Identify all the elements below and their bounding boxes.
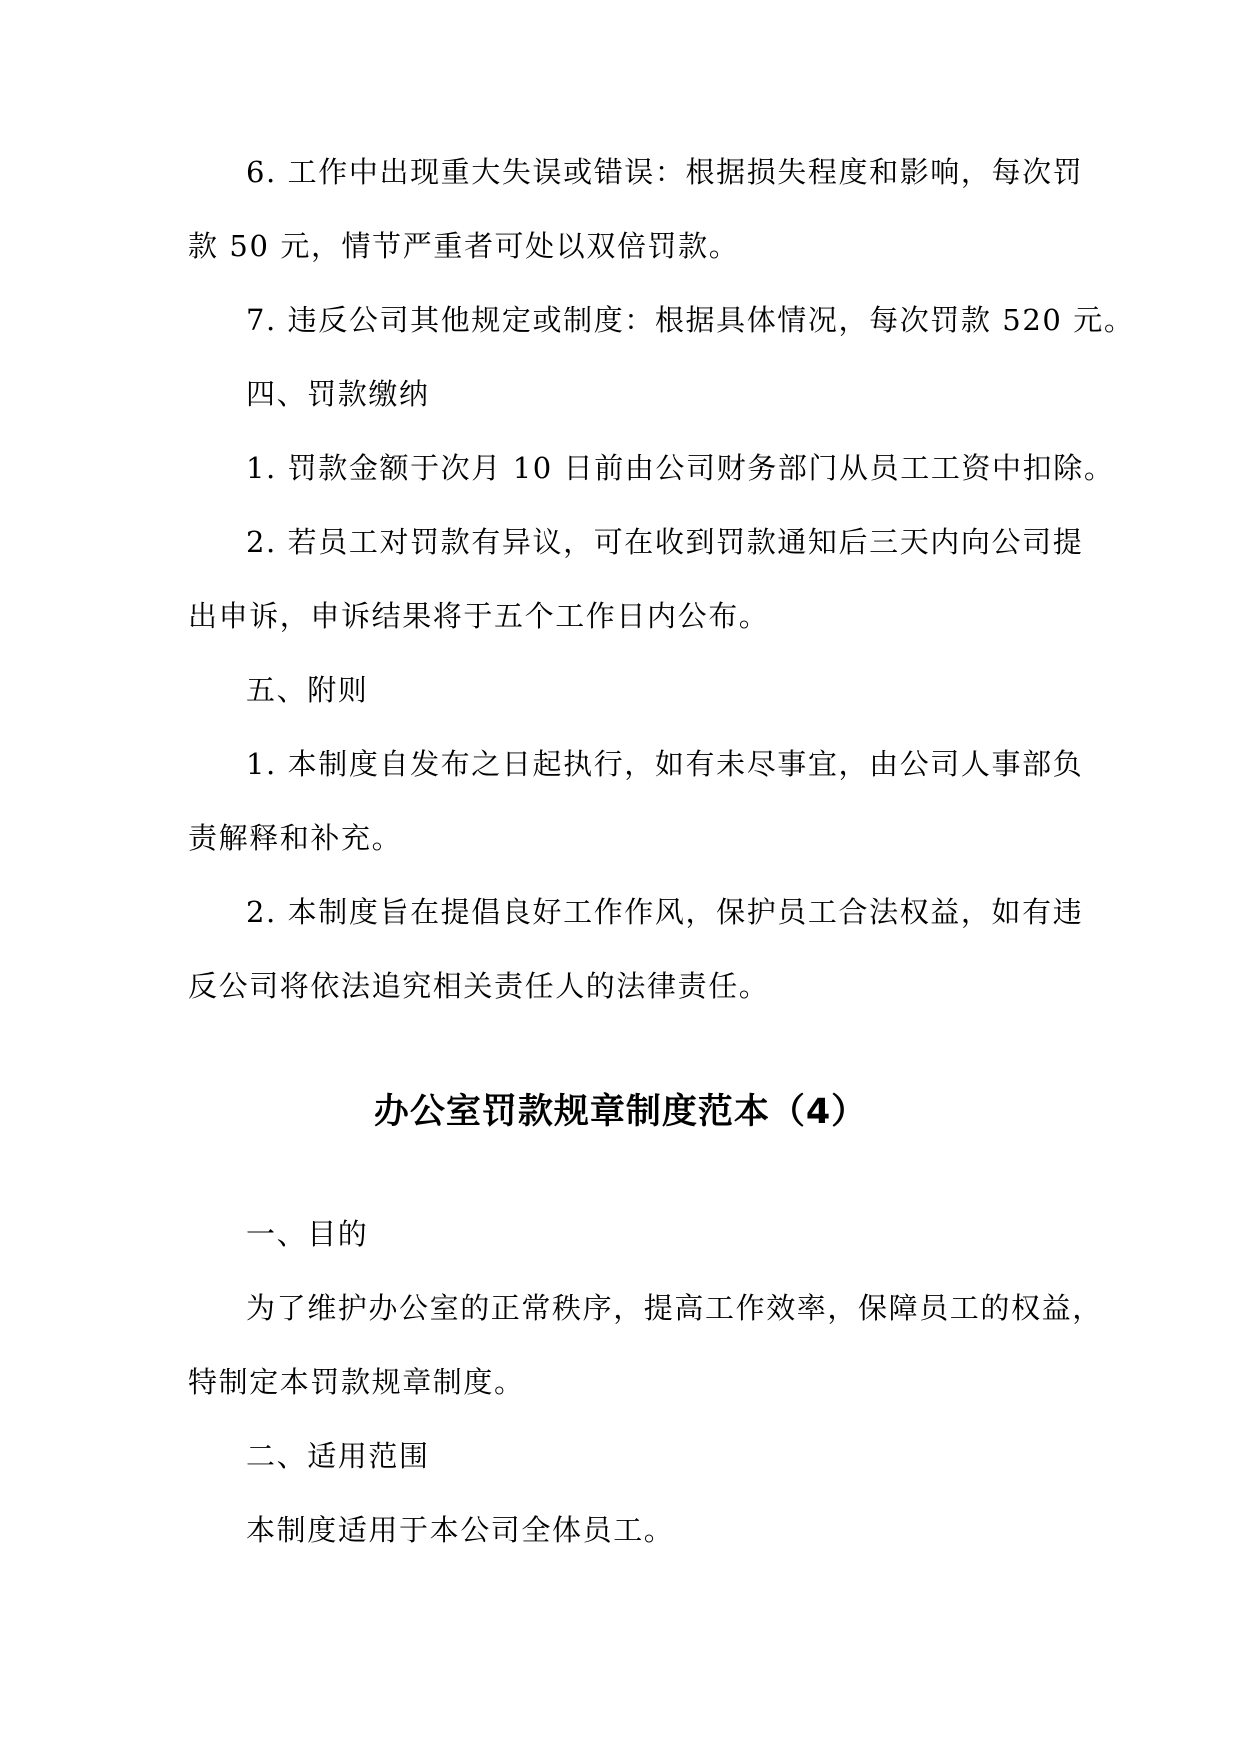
paragraph-line: 1. 本制度自发布之日起执行，如有未尽事宜，由公司人事部负 xyxy=(246,747,1084,781)
paragraph-line: 出申诉，申诉结果将于五个工作日内公布。 xyxy=(188,599,770,633)
paragraph-line: 为了维护办公室的正常秩序，提高工作效率，保障员工的权益， xyxy=(246,1291,1103,1325)
paragraph-line: 反公司将依法追究相关责任人的法律责任。 xyxy=(188,969,770,1003)
paragraph-line: 6. 工作中出现重大失误或错误：根据损失程度和影响，每次罚 xyxy=(246,155,1084,189)
paragraph-line: 特制定本罚款规章制度。 xyxy=(188,1365,525,1399)
section-heading: 四、罚款缴纳 xyxy=(246,377,430,411)
paragraph-line: 7. 违反公司其他规定或制度：根据具体情况，每次罚款 520 元。 xyxy=(246,303,1135,337)
document-title: 办公室罚款规章制度范本（4） xyxy=(373,1092,868,1132)
paragraph-line: 2. 若员工对罚款有异议，可在收到罚款通知后三天内向公司提 xyxy=(246,525,1084,559)
paragraph-line: 本制度适用于本公司全体员工。 xyxy=(246,1513,675,1547)
section-heading: 二、适用范围 xyxy=(246,1439,430,1473)
section-heading: 一、目的 xyxy=(246,1217,369,1251)
paragraph-line: 款 50 元，情节严重者可处以双倍罚款。 xyxy=(188,229,740,263)
paragraph-line: 1. 罚款金额于次月 10 日前由公司财务部门从员工工资中扣除。 xyxy=(246,451,1115,485)
paragraph-line: 2. 本制度旨在提倡良好工作作风，保护员工合法权益，如有违 xyxy=(246,895,1084,929)
section-heading: 五、附则 xyxy=(246,673,369,707)
paragraph-line: 责解释和补充。 xyxy=(188,821,403,855)
